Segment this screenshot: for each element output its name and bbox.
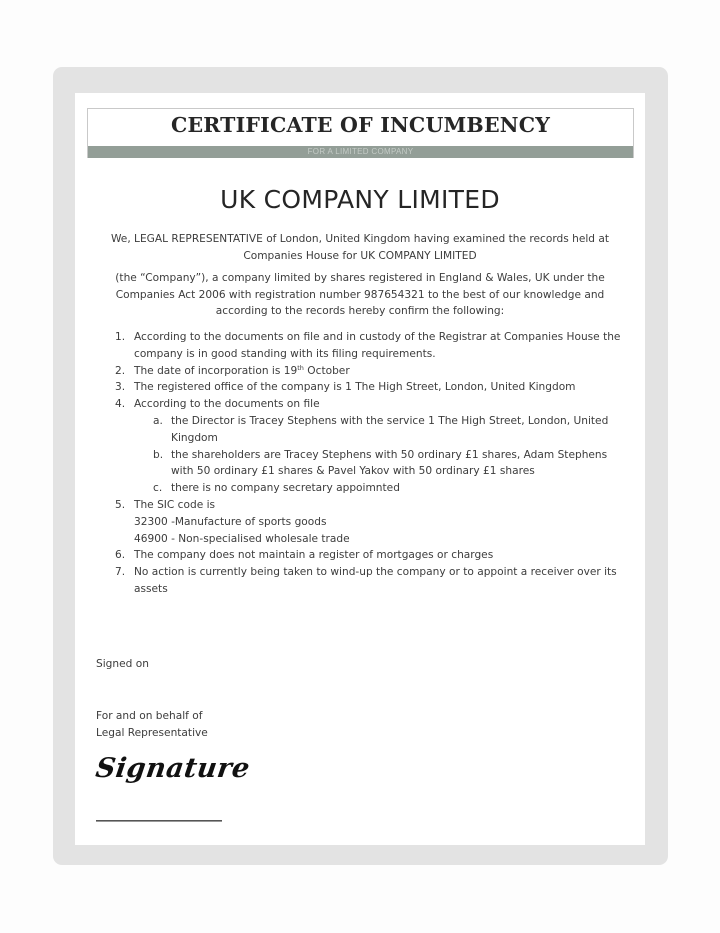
sub-list-item xyxy=(115,480,625,497)
list-item xyxy=(115,363,625,380)
list-item-text: October xyxy=(303,364,350,377)
list-item-number: 4. xyxy=(115,398,126,411)
list-item-number: 2. xyxy=(115,364,126,377)
list-item-number: 1. xyxy=(115,331,126,343)
signed-on-label: Signed on xyxy=(96,658,149,670)
sub-list-item xyxy=(115,447,625,481)
sub-list-item-text: there is no company secretary appoimnted xyxy=(171,482,400,495)
intro-paragraph-2: (the “Company”), a company limited by shares registered in England & Wales, UK under the Companies Act 2006 with registration number 987654321 to the best of our knowledge and according to the records hereby confirm the following: xyxy=(115,272,605,317)
company-name: UK COMPANY LIMITED xyxy=(220,185,500,214)
signature-line xyxy=(96,820,222,822)
sub-list-item xyxy=(115,413,625,447)
list-item-text: The registered office of the company is 1 The High Street, London, United Kingdom xyxy=(134,381,576,394)
sub-list-item-letter: b. xyxy=(153,448,164,461)
list-item-text: No action is currently being taken to wind-up the company or to appoint a receiver over its assets xyxy=(134,566,617,595)
list-item-text: The SIC code is xyxy=(134,498,216,511)
signature: Signature xyxy=(93,753,252,784)
list-item-number: 3. xyxy=(115,381,126,394)
list-item xyxy=(115,379,625,396)
list-item-number: 6. xyxy=(115,549,126,562)
sub-list-item-text: the Director is Tracey Stephens with the service 1 The High Street, London, United Kingdom xyxy=(171,414,609,444)
certificate-page xyxy=(75,93,645,845)
certificate-title: CERTIFICATE OF INCUMBENCY xyxy=(170,113,551,137)
intro-paragraph-1: We, LEGAL REPRESENTATIVE of London, United Kingdom having examined the records held at Companies House for UK COMPANY LIMITED xyxy=(110,233,610,262)
list-item-number: 5. xyxy=(115,498,126,511)
list-item xyxy=(115,547,625,564)
list-item-text: According to the documents on file xyxy=(134,398,320,411)
list-item xyxy=(115,329,625,363)
representative-line: Legal Representative xyxy=(96,726,208,739)
certificate-header xyxy=(87,108,634,158)
confirmation-list xyxy=(115,329,625,598)
sub-list-item-text: the shareholders are Tracey Stephens with 50 ordinary £1 shares, Adam Stephens with 50 ordinary £1 shares & Pavel Yakov with 50 ordinary £1 shares xyxy=(171,448,608,478)
list-item xyxy=(115,497,625,514)
ordinal-suffix: th xyxy=(297,363,304,372)
sub-list-item-letter: a. xyxy=(153,414,163,427)
list-item-text: The date of incorporation is 19 xyxy=(134,364,298,377)
list-item-text: The company does not maintain a register of mortgages or charges xyxy=(134,549,494,562)
list-item xyxy=(115,396,625,413)
sic-code-line: 32300 -Manufacture of sports goods xyxy=(134,515,327,528)
list-item-text: According to the documents on file and in custody of the Registrar at Companies House the company is in good standing with its filing requirements. xyxy=(134,331,621,360)
on-behalf-line: For and on behalf of xyxy=(96,710,203,722)
list-item xyxy=(115,564,625,598)
on-behalf-block xyxy=(96,708,208,741)
list-item-number: 7. xyxy=(115,566,126,579)
sub-list-item-letter: c. xyxy=(153,482,163,495)
certificate-subtitle-bar: FOR A LIMITED COMPANY xyxy=(88,146,633,158)
sic-code-line: 46900 - Non-specialised wholesale trade xyxy=(134,532,350,545)
